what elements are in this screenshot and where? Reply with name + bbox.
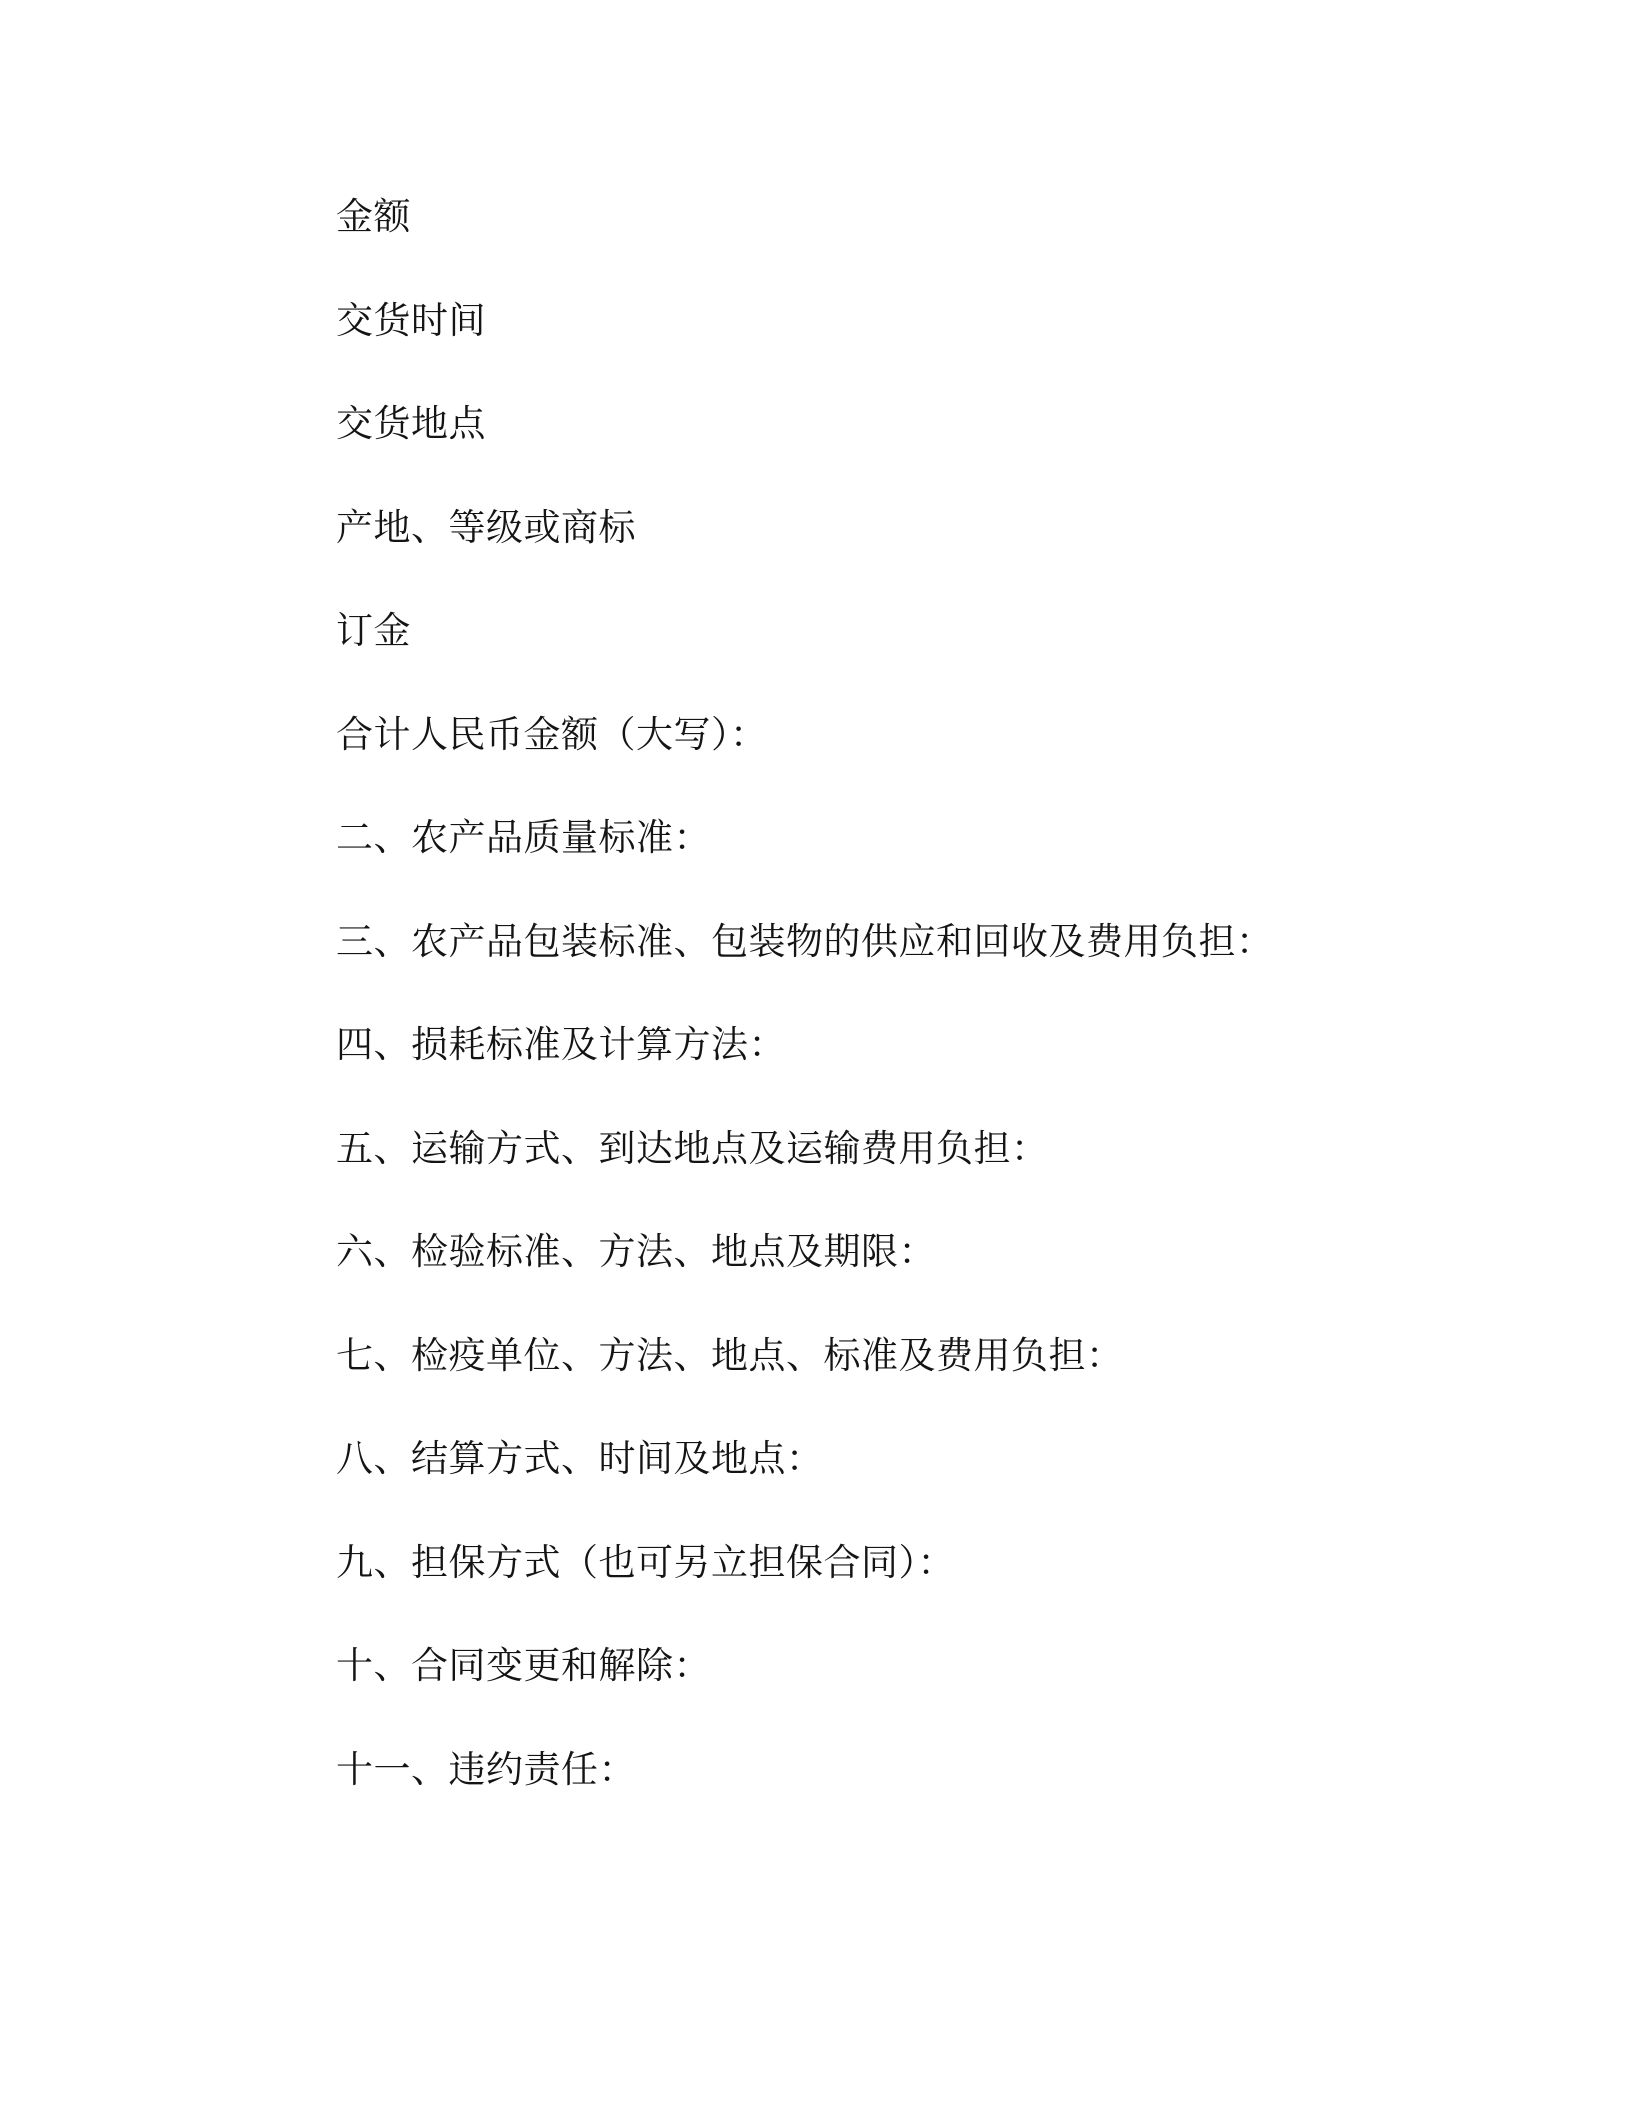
clause-11-liability: 十一、违约责任：	[336, 1748, 636, 1791]
field-delivery-place: 交货地点	[336, 402, 486, 445]
field-origin-grade-trademark: 产地、等级或商标	[336, 506, 636, 549]
clause-7-quarantine: 七、检疫单位、方法、地点、标准及费用负担：	[336, 1334, 1124, 1377]
clause-5-transport: 五、运输方式、到达地点及运输费用负担：	[336, 1127, 1049, 1170]
field-amount: 金额	[336, 195, 411, 238]
clause-9-guarantee: 九、担保方式（也可另立担保合同）：	[336, 1541, 955, 1584]
clause-10-change-termination: 十、合同变更和解除：	[336, 1644, 711, 1687]
clause-4-loss-standard: 四、损耗标准及计算方法：	[336, 1023, 786, 1066]
clause-6-inspection: 六、检验标准、方法、地点及期限：	[336, 1230, 936, 1273]
clause-8-settlement: 八、结算方式、时间及地点：	[336, 1437, 824, 1480]
clause-2-quality-standard: 二、农产品质量标准：	[336, 816, 711, 859]
clause-3-packaging: 三、农产品包装标准、包装物的供应和回收及费用负担：	[336, 920, 1274, 963]
field-deposit: 订金	[336, 609, 411, 652]
field-delivery-time: 交货时间	[336, 299, 486, 342]
field-total-amount: 合计人民币金额（大写）：	[336, 713, 768, 756]
